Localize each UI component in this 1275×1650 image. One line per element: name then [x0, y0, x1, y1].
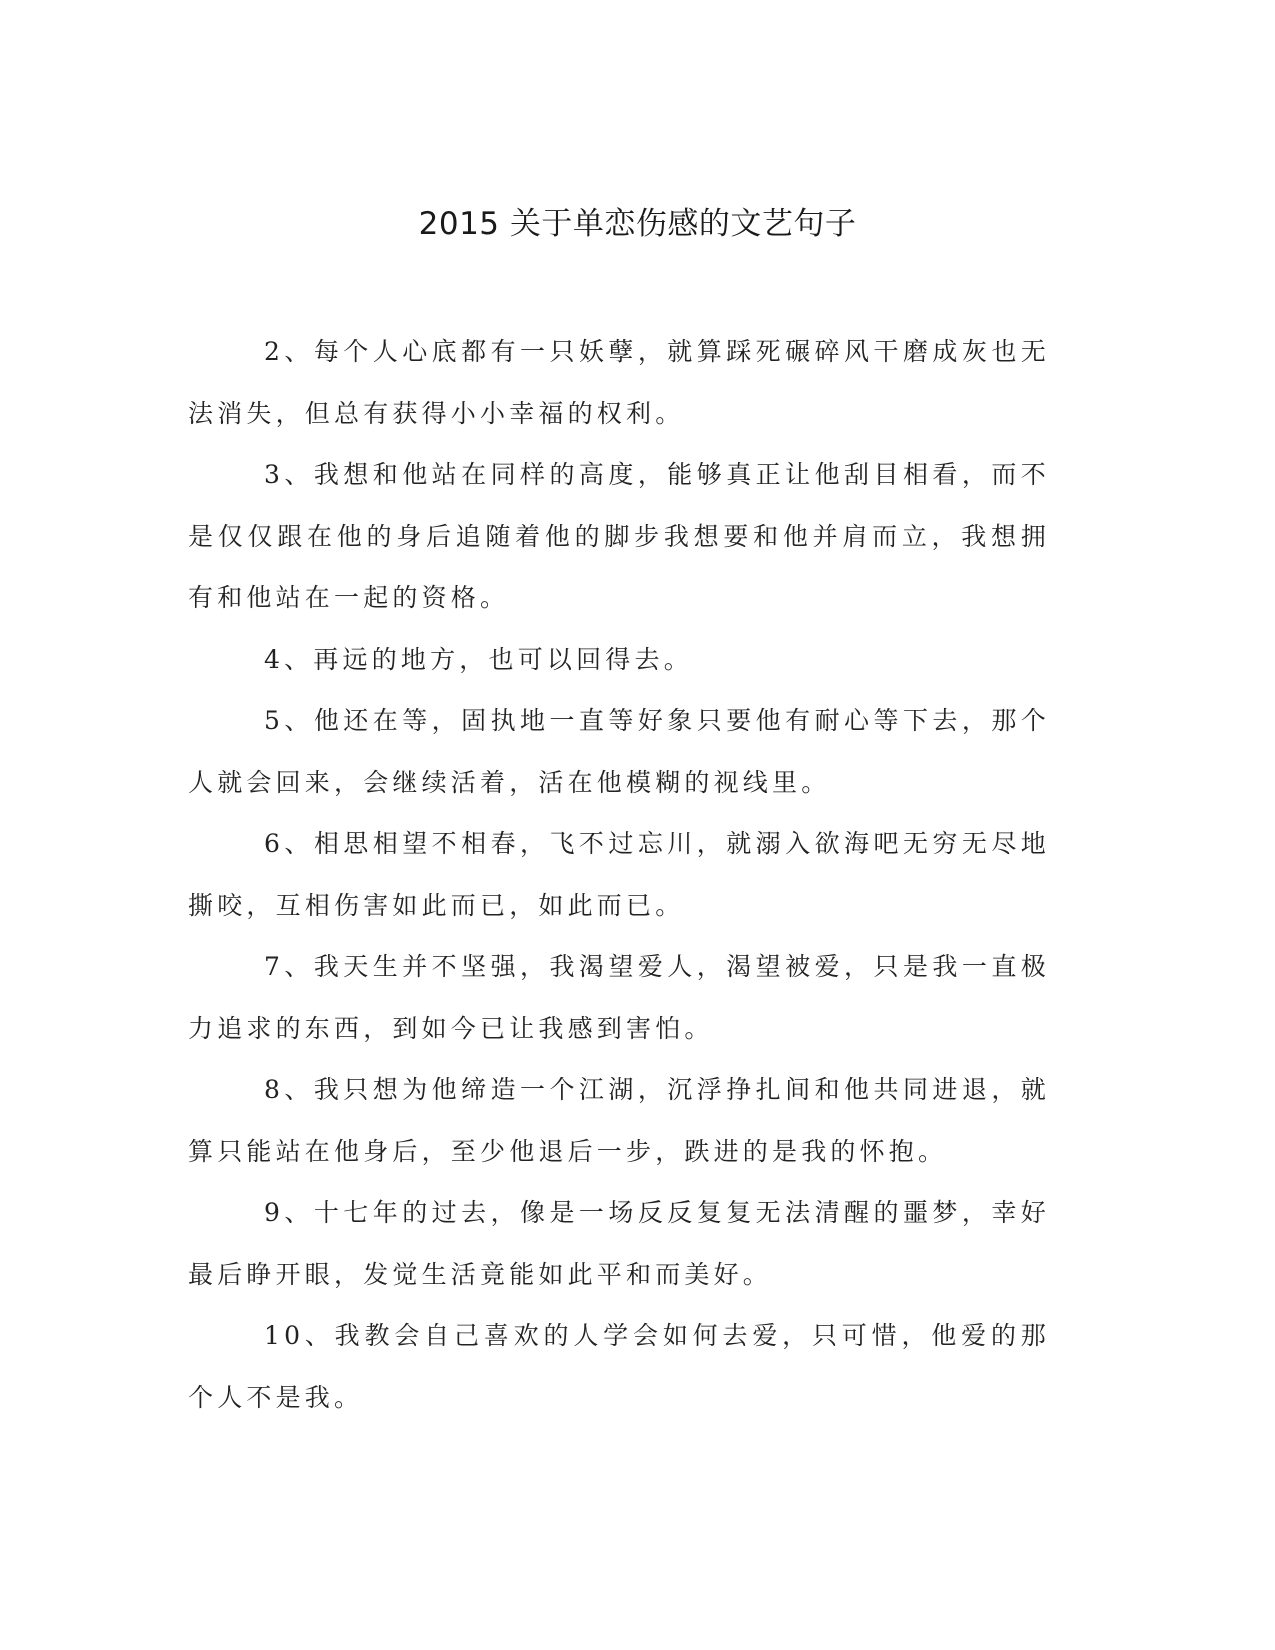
paragraph: 5、他还在等，固执地一直等好象只要他有耐心等下去，那个人就会回来，会继续活着，活在他模糊的视线里。 — [188, 706, 1050, 797]
paragraph: 4、再远的地方，也可以回得去。 — [264, 644, 693, 674]
paragraph: 7、我天生并不坚强，我渴望爱人，渴望被爱，只是我一直极力追求的东西，到如今已让我感到害怕。 — [188, 952, 1050, 1043]
paragraph: 2、每个人心底都有一只妖孽，就算踩死碾碎风干磨成灰也无法消失，但总有获得小小幸福的权利。 — [188, 337, 1050, 428]
paragraph: 8、我只想为他缔造一个江湖，沉浮挣扎间和他共同进退，就算只能站在他身后，至少他退后一步，跌进的是我的怀抱。 — [188, 1075, 1050, 1166]
document-title: 2015 关于单恋伤感的文艺句子 — [418, 206, 857, 242]
paragraph: 9、十七年的过去，像是一场反反复复无法清醒的噩梦，幸好最后睁开眼，发觉生活竟能如此平和而美好。 — [188, 1198, 1050, 1289]
document-body — [188, 321, 1050, 1428]
paragraph: 3、我想和他站在同样的高度，能够真正让他刮目相看，而不是仅仅跟在他的身后追随着他的脚步我想要和他并肩而立，我想拥有和他站在一起的资格。 — [188, 460, 1050, 612]
paragraph: 10、我教会自己喜欢的人学会如何去爱，只可惜，他爱的那个人不是我。 — [188, 1321, 1050, 1412]
paragraph: 6、相思相望不相春，飞不过忘川，就溺入欲海吧无穷无尽地撕咬，互相伤害如此而已，如此而已。 — [188, 829, 1050, 920]
